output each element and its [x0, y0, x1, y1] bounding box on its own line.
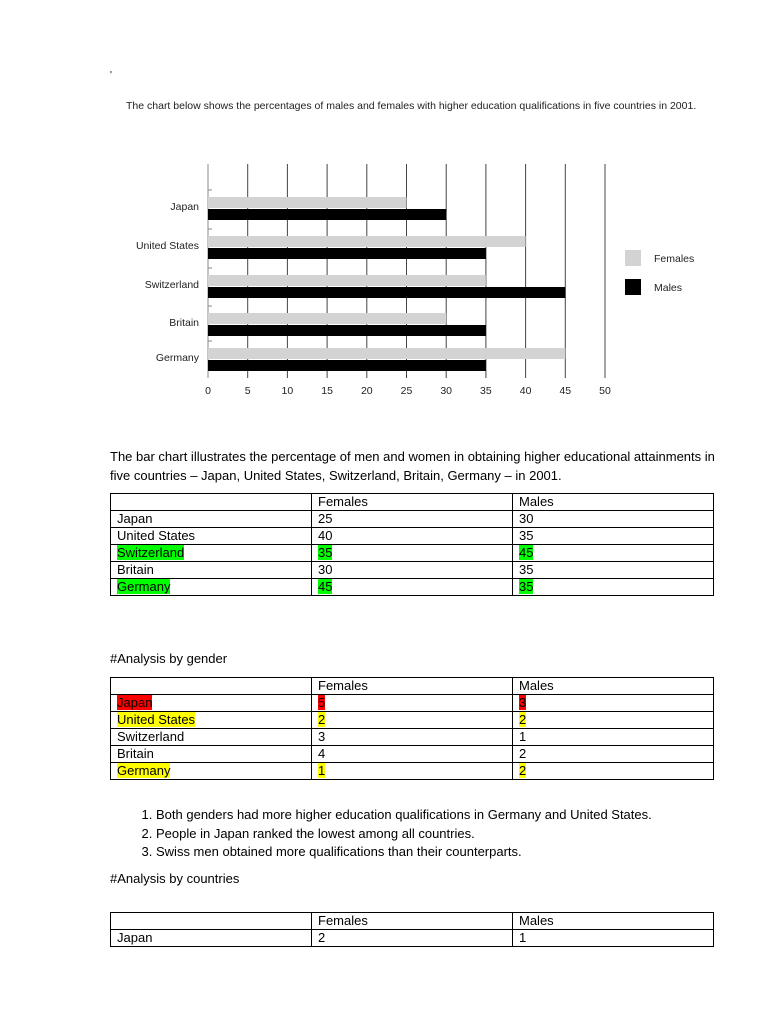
table-cell — [312, 746, 513, 763]
table-header-row — [111, 678, 714, 695]
table-cell — [513, 511, 714, 528]
table-row — [111, 729, 714, 746]
x-tick-label: 50 — [599, 385, 611, 397]
cell-text: 35 — [318, 545, 333, 560]
legend-label: Males — [654, 282, 683, 294]
bar-females-united-states — [208, 236, 526, 247]
cell-text: Britain — [117, 746, 154, 761]
analysis-points — [110, 806, 756, 862]
cell-text: Switzerland — [117, 729, 185, 744]
cell-text: 40 — [318, 528, 333, 543]
stray-mark: ' — [110, 70, 112, 81]
table-row — [111, 545, 714, 562]
cell-text: 1 — [519, 930, 527, 945]
table-cell — [312, 545, 513, 562]
gender-rank-table — [110, 677, 714, 780]
table-cell — [513, 763, 714, 780]
table-cell — [312, 695, 513, 712]
bar-males-switzerland — [208, 287, 565, 298]
countries-heading: #Analysis by countries — [110, 871, 240, 886]
category-label: Switzerland — [144, 279, 199, 291]
cell-text: 30 — [519, 511, 534, 526]
cell-text: 2 — [519, 746, 527, 761]
table-cell — [111, 930, 312, 947]
table-cell — [312, 562, 513, 579]
cell-text: 45 — [318, 579, 333, 594]
table-header-cell: Males — [513, 913, 714, 930]
table-row — [111, 695, 714, 712]
table-row — [111, 562, 714, 579]
table-row — [111, 746, 714, 763]
cell-text: 1 — [318, 763, 326, 778]
x-tick-label: 25 — [400, 385, 413, 397]
table-row — [111, 763, 714, 780]
cell-text: 30 — [318, 562, 333, 577]
cell-text: 5 — [318, 695, 326, 710]
table-cell — [312, 579, 513, 596]
table-header-row — [111, 913, 714, 930]
table-cell — [513, 562, 714, 579]
table-row — [111, 528, 714, 545]
intro-paragraph: The bar chart illustrates the percentage of men and women in obtaining higher educational attainments in five countries – Japan, United States, Switzerland, Britain, Germany – in 2001. — [110, 449, 715, 483]
cell-text: Japan — [117, 511, 153, 526]
legend-swatch-males — [625, 279, 641, 295]
table-row — [111, 930, 714, 947]
country-rank-table — [110, 912, 714, 947]
analysis-point: 3. Swiss men obtained more qualifications than their counterparts. — [156, 843, 756, 862]
table-header-cell: Males — [513, 678, 714, 695]
table-header-cell: Females — [312, 913, 513, 930]
table-cell — [513, 579, 714, 596]
table-cell — [312, 511, 513, 528]
cell-text: 1 — [519, 729, 527, 744]
bar-males-united-states — [208, 248, 486, 259]
analysis-point: 2. People in Japan ranked the lowest among all countries. — [156, 825, 756, 844]
category-label: Japan — [170, 201, 199, 213]
table-cell — [513, 729, 714, 746]
cell-text: 25 — [318, 511, 333, 526]
table-cell — [513, 545, 714, 562]
table-cell — [111, 579, 312, 596]
x-tick-label: 5 — [244, 385, 251, 397]
table-cell — [312, 528, 513, 545]
table-cell — [513, 712, 714, 729]
cell-text: 2 — [519, 712, 527, 727]
table-cell — [111, 562, 312, 579]
x-tick-label: 0 — [205, 385, 211, 397]
table-header-cell — [111, 678, 312, 695]
table-cell — [513, 528, 714, 545]
x-tick-label: 40 — [519, 385, 532, 397]
table-header-cell — [111, 494, 312, 511]
cell-text: United States — [117, 712, 196, 727]
table-cell — [111, 729, 312, 746]
table-cell — [111, 528, 312, 545]
table-cell — [513, 930, 714, 947]
table-row — [111, 511, 714, 528]
x-tick-label: 35 — [480, 385, 492, 397]
category-label: Britain — [169, 317, 199, 329]
gender-heading: #Analysis by gender — [110, 651, 228, 666]
table-cell — [111, 746, 312, 763]
chart-caption: The chart below shows the percentages of males and females with higher education qualifications in five countries in 2001. — [126, 100, 697, 112]
table-cell — [312, 712, 513, 729]
table-header-row — [111, 494, 714, 511]
cell-text: United States — [117, 528, 196, 543]
table-cell — [312, 930, 513, 947]
bar-males-japan — [208, 209, 446, 220]
legend-swatch-females — [625, 250, 641, 266]
table-header-cell: Males — [513, 494, 714, 511]
bar-females-britain — [208, 313, 446, 324]
table-header-cell: Females — [312, 494, 513, 511]
table-cell — [312, 729, 513, 746]
table-header-cell: Females — [312, 678, 513, 695]
table-row — [111, 579, 714, 596]
table-cell — [111, 712, 312, 729]
table-cell — [312, 763, 513, 780]
cell-text: Switzerland — [117, 545, 185, 560]
cell-text: 3 — [519, 695, 527, 710]
cell-text: Germany — [117, 579, 171, 594]
cell-text: 35 — [519, 579, 534, 594]
table-cell — [111, 763, 312, 780]
table-cell — [513, 746, 714, 763]
table-cell — [111, 695, 312, 712]
x-tick-label: 30 — [440, 385, 453, 397]
analysis-point: 1. Both genders had more higher education qualifications in Germany and United States. — [156, 806, 756, 825]
cell-text: 2 — [318, 712, 326, 727]
table-header-cell — [111, 913, 312, 930]
bar-males-germany — [208, 360, 486, 371]
cell-text: Japan — [117, 695, 153, 710]
table-cell — [111, 511, 312, 528]
legend-label: Females — [654, 253, 695, 265]
cell-text: 3 — [318, 729, 326, 744]
cell-text: Germany — [117, 763, 171, 778]
bar-chart — [120, 96, 710, 408]
cell-text: 35 — [519, 562, 534, 577]
bar-females-switzerland — [208, 275, 486, 286]
table-cell — [111, 545, 312, 562]
category-label: Germany — [155, 352, 199, 364]
cell-text: Japan — [117, 930, 153, 945]
cell-text: Britain — [117, 562, 154, 577]
cell-text: 2 — [519, 763, 527, 778]
x-tick-label: 10 — [281, 385, 294, 397]
table-cell — [513, 695, 714, 712]
category-label: United States — [135, 240, 199, 252]
cell-text: 35 — [519, 528, 534, 543]
x-tick-label: 20 — [360, 385, 373, 397]
bar-females-germany — [208, 348, 565, 359]
cell-text: 2 — [318, 930, 326, 945]
bar-females-japan — [208, 197, 407, 208]
table-row — [111, 712, 714, 729]
bar-males-britain — [208, 325, 486, 336]
x-tick-label: 15 — [321, 385, 333, 397]
x-tick-label: 45 — [559, 385, 572, 397]
chart-figure — [120, 96, 710, 408]
cell-text: 45 — [519, 545, 534, 560]
values-table — [110, 493, 714, 596]
cell-text: 4 — [318, 746, 326, 761]
